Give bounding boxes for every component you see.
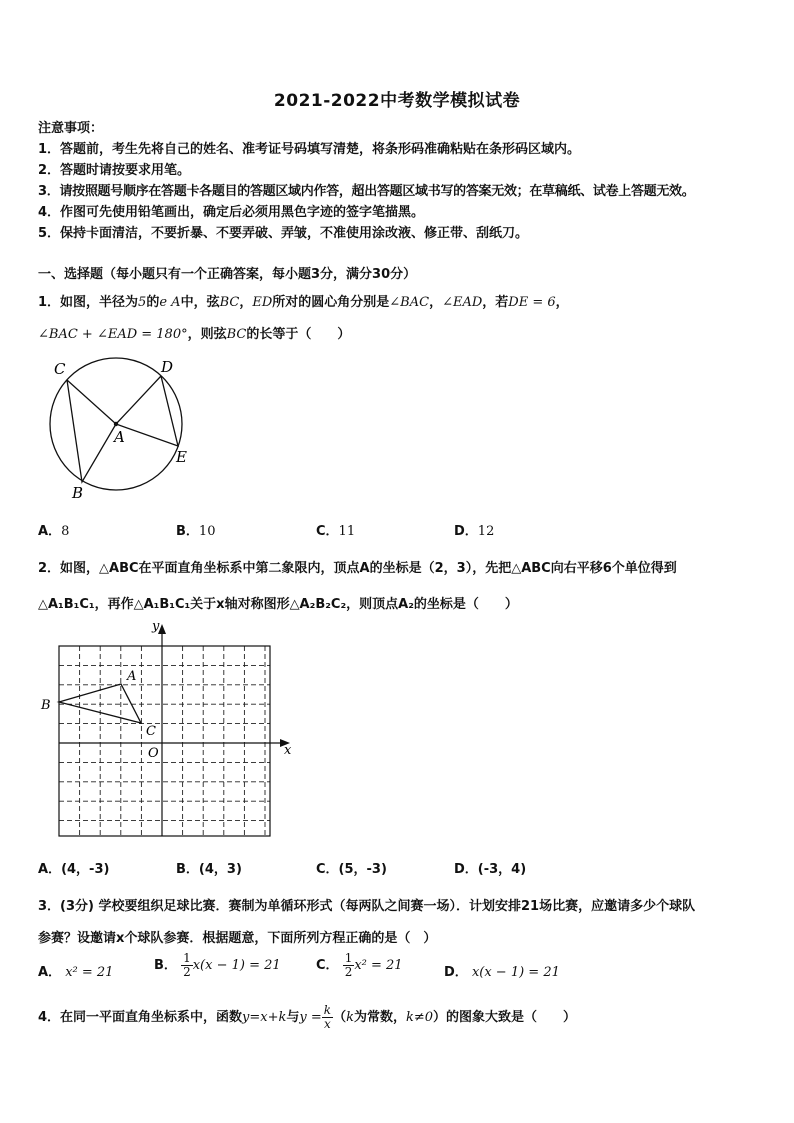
q3-option-a[interactable] xyxy=(38,961,113,980)
q3-option-d[interactable] xyxy=(444,961,560,980)
notice-item: 2．答题时请按要求用笔。 xyxy=(38,163,191,178)
option-key: D． xyxy=(454,862,478,877)
notice-item: 4．作图可先使用铅笔画出，确定后必须用黑色字迹的签字笔描黑。 xyxy=(38,205,425,220)
q1-text: 所对的圆心角分别是 xyxy=(272,295,390,310)
option-key: D． xyxy=(454,524,478,539)
q2-label-b: B xyxy=(41,698,51,713)
q1-triangle-abc xyxy=(67,380,116,482)
option-value: x(x − 1) = 21 xyxy=(192,958,281,973)
q1-radius: 5 xyxy=(138,295,147,310)
q2-stem-line1: 2．如图，△ABC在平面直角坐标系中第二象限内，顶点A的坐标是（2，3），先把△ABC向右平移6个单位得到 xyxy=(38,561,677,576)
option-value: 10 xyxy=(198,524,216,539)
q1-triangle-ade xyxy=(116,376,178,446)
notice-block xyxy=(38,118,778,244)
q3-stem-line1: 3．(3分) 学校要组织足球比赛．赛制为单循环形式（每两队之间赛一场）．计划安排21场比赛，应邀请多少个球队 xyxy=(38,899,696,914)
option-value: x² = 21 xyxy=(354,958,403,973)
q2-label-origin: O xyxy=(148,746,159,761)
q2-label-c: C xyxy=(146,724,156,739)
q2-coordinate-grid xyxy=(38,616,300,842)
q4-k: k xyxy=(346,1010,354,1025)
q1-label-c: C xyxy=(54,360,66,378)
q4-fraction xyxy=(322,1004,333,1031)
q1-text: 1．如图，半径为 xyxy=(38,295,139,310)
option-key: B． xyxy=(176,524,199,539)
q1-text: 的长等于（ ） xyxy=(246,327,351,342)
q2-label-x: x xyxy=(284,743,292,758)
q1-text: ， xyxy=(429,295,443,310)
q3-option-c[interactable] xyxy=(316,952,403,979)
q2-option-d[interactable] xyxy=(454,858,526,877)
q1-condition-angles: ∠BAC + ∠EAD = 180° xyxy=(38,327,188,342)
q1-condition-de: DE = 6 xyxy=(508,295,556,310)
q2-option-a[interactable] xyxy=(38,858,109,877)
q1-label-d: D xyxy=(161,358,174,376)
q1-circle-symbol: e A xyxy=(159,295,181,310)
option-key: C． xyxy=(316,862,339,877)
notice-item: 1．答题前，考生先将自己的姓名、准考证号码填写清楚，将条形码准确粘贴在条形码区域内。 xyxy=(38,142,581,157)
option-value: (4，3) xyxy=(198,862,242,877)
q1-label-e: E xyxy=(176,448,187,466)
notice-heading: 注意事项： xyxy=(38,121,104,136)
q1-angle-bac: ∠BAC xyxy=(389,295,430,310)
q2-label-a: A xyxy=(127,669,137,684)
fraction-numerator: k xyxy=(323,1003,332,1017)
q4-text: （ xyxy=(333,1010,347,1025)
q3-option-b[interactable] xyxy=(154,952,281,979)
q2-option-c[interactable] xyxy=(316,858,387,877)
q4-text: 为常数， xyxy=(353,1010,406,1025)
q4-stem xyxy=(38,1004,576,1031)
option-value: (5，-3) xyxy=(338,862,387,877)
option-value: x² = 21 xyxy=(65,965,114,980)
q1-option-d[interactable] xyxy=(454,520,494,539)
option-value: x(x − 1) = 21 xyxy=(471,965,560,980)
notice-item: 5．保持卡面清洁，不要折暴、不要弄破、弄皱，不准使用涂改液、修正带、刮纸刀。 xyxy=(38,226,529,241)
option-key: B． xyxy=(154,958,177,973)
q2-label-y: y xyxy=(152,619,160,634)
q1-circle-figure xyxy=(40,352,200,502)
option-key: A． xyxy=(38,524,62,539)
option-value: (4，-3) xyxy=(61,862,110,877)
q2-gridlines xyxy=(59,646,270,836)
q4-k-condition: k≠0 xyxy=(405,1010,434,1025)
notice-item: 3．请按照题号顺序在答题卡各题目的答题区域内作答，超出答题区域书写的答案无效；在草稿纸、试卷上答题无效。 xyxy=(38,184,695,199)
option-key: A． xyxy=(38,965,62,980)
q1-chord-bc: BC xyxy=(219,295,240,310)
option-value: 11 xyxy=(338,524,356,539)
page-title: 2021-2022中考数学模拟试卷 xyxy=(273,91,521,111)
q4-function-linear: y=x+k xyxy=(242,1010,287,1025)
q1-text: ， xyxy=(555,295,569,310)
option-key: A． xyxy=(38,862,62,877)
option-fraction xyxy=(181,952,193,979)
q3-stem-line2: 参赛？设邀请x个球队参赛．根据题意，下面所列方程正确的是（ ） xyxy=(38,931,437,946)
q1-label-b: B xyxy=(72,484,84,502)
q4-function-y: y = xyxy=(299,1010,322,1025)
option-key: B． xyxy=(176,862,199,877)
fraction-numerator: 1 xyxy=(183,951,191,965)
q1-stem-line1 xyxy=(38,291,569,310)
q1-angle-ead: ∠EAD xyxy=(442,295,483,310)
q1-text: 的 xyxy=(146,295,160,310)
q2-grid-border xyxy=(59,646,270,836)
option-value: (-3，4) xyxy=(477,862,527,877)
q1-text: 中，弦 xyxy=(180,295,220,310)
q4-text: 4．在同一平面直角坐标系中，函数 xyxy=(38,1010,243,1025)
q2-stem-line2: △A₁B₁C₁，再作△A₁B₁C₁关于x轴对称图形△A₂B₂C₂，则顶点A₂的坐标是（ ） xyxy=(38,597,518,612)
option-key: C． xyxy=(316,524,339,539)
q1-text: ，则弦 xyxy=(187,327,227,342)
option-key: C． xyxy=(316,958,339,973)
q1-chord-bc: BC xyxy=(226,327,247,342)
option-value: 8 xyxy=(61,524,70,539)
q1-option-b[interactable] xyxy=(176,520,215,539)
q1-text: ，若 xyxy=(482,295,509,310)
q1-stem-line2 xyxy=(38,323,350,342)
q2-option-b[interactable] xyxy=(176,858,242,877)
section-heading: 一、选择题（每小题只有一个正确答案，每小题3分，满分30分） xyxy=(38,267,417,282)
option-value: 12 xyxy=(477,524,495,539)
q1-option-a[interactable] xyxy=(38,520,69,539)
fraction-denominator: x xyxy=(324,1017,331,1031)
option-key: D． xyxy=(444,965,468,980)
q1-text: ， xyxy=(239,295,253,310)
q1-center-point xyxy=(114,422,118,426)
q4-text: 与 xyxy=(286,1010,300,1025)
q1-label-a: A xyxy=(114,428,125,446)
fraction-numerator: 1 xyxy=(344,951,353,965)
q1-chord-ed: ED xyxy=(252,295,273,310)
q4-text: ）的图象大致是（ ） xyxy=(433,1010,577,1025)
q1-option-c[interactable] xyxy=(316,520,355,539)
fraction-denominator: 2 xyxy=(183,965,191,979)
fraction-denominator: 2 xyxy=(344,965,353,979)
option-fraction xyxy=(343,952,355,979)
